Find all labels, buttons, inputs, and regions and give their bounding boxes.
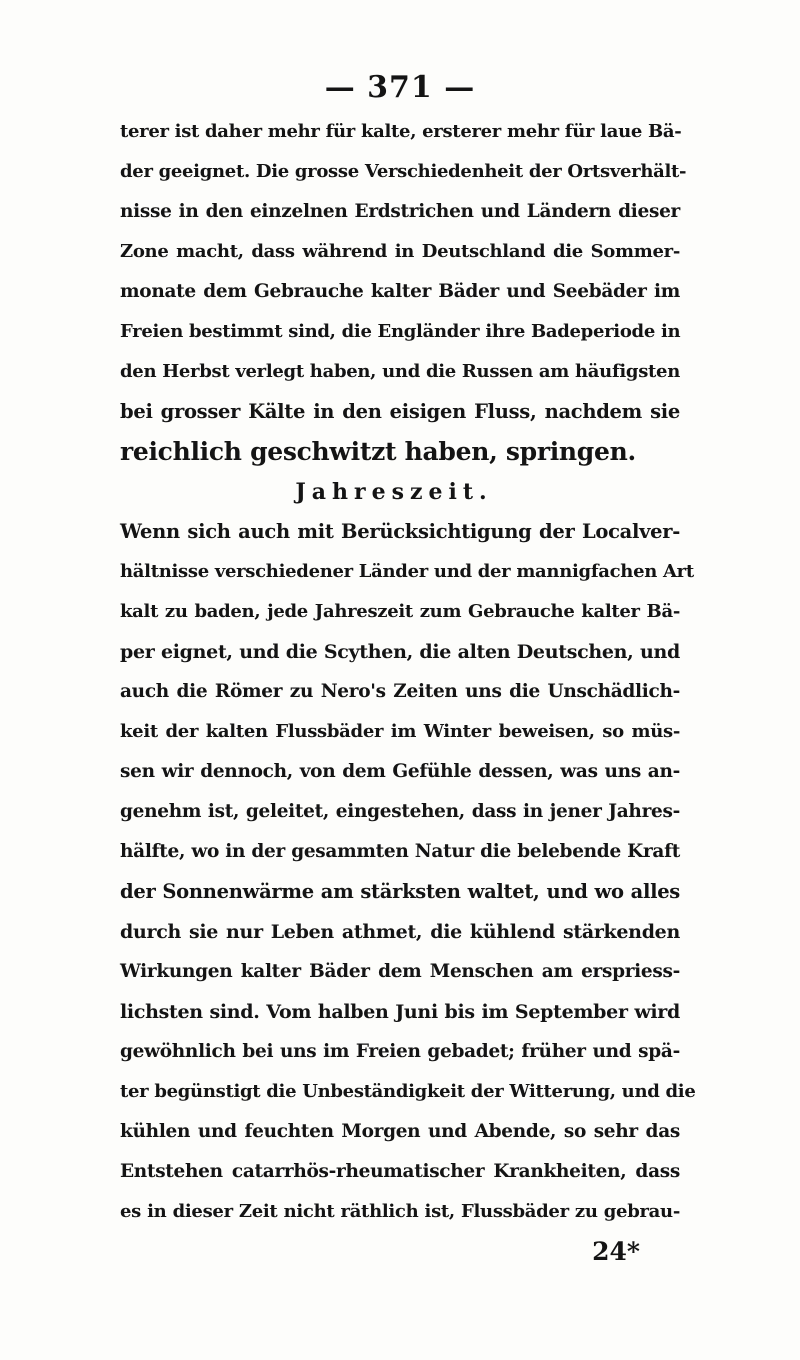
text-line: Entstehen catarrhös-rheumatischer Krankheiten, dass <box>120 1161 680 1182</box>
text-line: per eignet, und die Scythen, die alten Deutschen, und <box>120 641 680 663</box>
text-line: kühlen und feuchten Morgen und Abende, so sehr das <box>120 1121 680 1142</box>
text-line: sen wir dennoch, von dem Gefühle dessen, was uns an- <box>120 761 680 782</box>
text-line: bei grosser Kälte in den eisigen Fluss, nachdem sie <box>120 400 680 423</box>
text-line: monate dem Gebrauche kalter Bäder und Seebäder im <box>120 281 680 302</box>
text-line: kalt zu baden, jede Jahreszeit zum Gebrauche kalter Bä- <box>120 601 680 622</box>
text-line: auch die Römer zu Nero's Zeiten uns die Unschädlich- <box>120 681 680 702</box>
text-line: ter begünstigt die Unbeständigkeit der Witterung, und die <box>120 1081 696 1102</box>
body-text <box>120 112 696 1272</box>
text-line: terer ist daher mehr für kalte, ersterer mehr für laue Bä- <box>120 121 682 142</box>
text-line: hälfte, wo in der gesammten Natur die belebende Kraft <box>120 841 680 862</box>
text-line: Wenn sich auch mit Berücksichtigung der Localver- <box>120 520 680 543</box>
paragraph-2 <box>120 512 696 1232</box>
text-line: Wirkungen kalter Bäder dem Menschen am erspriess- <box>120 961 680 982</box>
text-line: Zone macht, dass während in Deutschland die Sommer- <box>120 241 680 262</box>
signature-mark: 24* <box>592 1237 640 1266</box>
paragraph-1 <box>120 112 687 472</box>
section-heading: Jahreszeit. <box>295 479 493 505</box>
text-line: genehm ist, geleitet, eingestehen, dass in jener Jahres- <box>120 801 680 822</box>
text-line: reichlich geschwitzt haben, springen. <box>120 437 636 466</box>
text-line: der geeignet. Die grosse Verschiedenheit der Ortsverhält- <box>120 161 687 182</box>
text-line: hältnisse verschiedener Länder und der mannigfachen Art <box>120 561 694 582</box>
text-line: nisse in den einzelnen Erdstrichen und Ländern dieser <box>120 201 680 222</box>
text-line: keit der kalten Flussbäder im Winter beweisen, so müs- <box>120 721 680 742</box>
text-line: den Herbst verlegt haben, und die Russen am häufigsten <box>120 361 680 382</box>
text-line: gewöhnlich bei uns im Freien gebadet; früher und spä- <box>120 1041 680 1062</box>
text-line: es in dieser Zeit nicht räthlich ist, Flussbäder zu gebrau- <box>120 1201 680 1222</box>
text-line: der Sonnenwärme am stärksten waltet, und wo alles <box>120 880 680 903</box>
text-line: durch sie nur Leben athmet, die kühlend stärkenden <box>120 921 680 943</box>
page-number: — 371 — <box>324 70 476 105</box>
text-line: lichsten sind. Vom halben Juni bis im September wird <box>120 1001 680 1023</box>
text-line: Freien bestimmt sind, die Engländer ihre Badeperiode in <box>120 321 681 342</box>
